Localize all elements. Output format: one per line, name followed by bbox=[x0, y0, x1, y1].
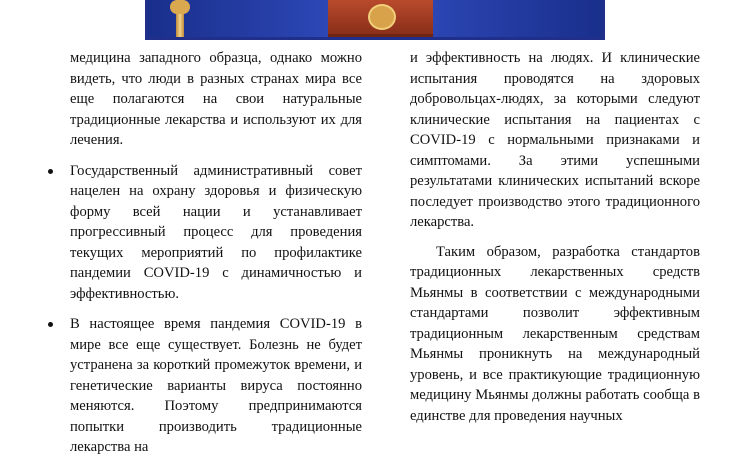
bullet-text-2: В настоящее время пандемия COVID-19 в мире все еще существует. Болезнь не будет устранена за короткий промежуток времени, и генетические варианты вируса постоянно меняются. Поэтому предпринимаются попытки производить традиционные лекарства на bbox=[70, 316, 362, 455]
bullet-icon bbox=[48, 169, 53, 174]
right-continuation-text: и эффективность на людях. И клинические испытания проводятся на здоровых добровольцах-людях, за которыми следуют клинические испытания на пациентах с COVID-19 с нормальными признаками и симптомами. За этими успешными результатами клинических испытаний вскоре последует производство этого традиционного лекарства. bbox=[410, 50, 700, 230]
right-column bbox=[410, 48, 700, 426]
bullet-icon bbox=[48, 322, 53, 327]
left-continuation-text: медицина западного образца, однако можно видеть, что люди в разных странах мира все еще полагаются на свои натуральные традиционные лекарства и используют их для лечения. bbox=[70, 50, 362, 148]
flag-pole bbox=[176, 0, 184, 40]
podium bbox=[328, 0, 433, 38]
bullet-item-2 bbox=[70, 314, 362, 458]
bullet-text-1: Государственный административный совет нацелен на охрану здоровья и физическую форму всей нации и устанавливает прогрессивный процесс для проведения текущих мероприятий по профилактике пандемии COVID-19 с динамичностью и эффективностью. bbox=[70, 162, 362, 302]
left-column bbox=[70, 48, 362, 458]
header-photo bbox=[145, 0, 605, 40]
podium-seal bbox=[368, 4, 396, 30]
bullet-item-1 bbox=[70, 161, 362, 305]
right-paragraph: Таким образом, разработка стандартов традиционных лекарственных средств Мьянмы в соответствии с международными стандартами позволит эффективным традиционным лекарственным средствам Мьянмы проникнуть на международный уровень, и все практикующие традиционную медицину Мьянмы должны работать сообща в единстве для проведения научных bbox=[410, 243, 700, 424]
